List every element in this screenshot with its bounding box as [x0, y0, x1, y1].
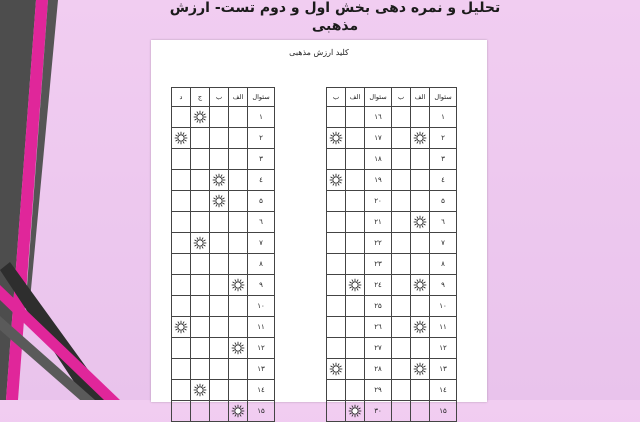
answer-cell: [327, 401, 346, 422]
table-header-row: [172, 88, 275, 107]
answer-cell: [229, 128, 248, 149]
table-row: [172, 233, 275, 254]
answer-cell: [229, 338, 248, 359]
question-number: ۱۷: [365, 128, 392, 149]
sun-mark-icon: [174, 320, 188, 334]
question-number: ۲۲: [365, 233, 392, 254]
sun-mark-icon: [413, 320, 427, 334]
answer-cell: [229, 233, 248, 254]
answer-cell: [191, 170, 210, 191]
answer-cell: [327, 212, 346, 233]
answer-cell: [229, 317, 248, 338]
sun-mark-icon: [212, 173, 226, 187]
answer-cell: [411, 233, 430, 254]
answer-cell: [411, 380, 430, 401]
answer-cell: [210, 275, 229, 296]
question-number: ۲۳: [365, 254, 392, 275]
question-number: ۹: [430, 275, 457, 296]
slide-title: تحلیل و نمره دهی بخش اول و دوم تست- ارزش مذهبی: [169, 0, 501, 34]
table-row: [172, 338, 275, 359]
table-row: [172, 107, 275, 128]
col-header-alef-b: الف: [346, 88, 365, 107]
col-header-alef-a: الف: [411, 88, 430, 107]
answer-cell: [392, 128, 411, 149]
table-row: [327, 317, 457, 338]
answer-cell: [392, 254, 411, 275]
col-header-alef: الف: [229, 88, 248, 107]
question-number: ۲: [430, 128, 457, 149]
table-row: [327, 128, 457, 149]
answer-cell: [191, 107, 210, 128]
answer-cell: [392, 275, 411, 296]
question-number: ۲۷: [365, 338, 392, 359]
answer-cell: [392, 191, 411, 212]
answer-cell: [346, 275, 365, 296]
table-row: [172, 401, 275, 422]
answer-cell: [172, 275, 191, 296]
table-row: [327, 296, 457, 317]
table-row: [172, 191, 275, 212]
table-row: [172, 170, 275, 191]
question-number: ۱٤: [248, 380, 275, 401]
answer-cell: [191, 149, 210, 170]
question-number: ۱٤: [430, 380, 457, 401]
answer-cell: [191, 191, 210, 212]
answer-cell: [191, 254, 210, 275]
answer-cell: [229, 212, 248, 233]
table-row: [327, 149, 457, 170]
answer-cell: [392, 107, 411, 128]
answer-cell: [191, 275, 210, 296]
question-number: ۳: [248, 149, 275, 170]
table-row: [327, 275, 457, 296]
answer-cell: [346, 191, 365, 212]
answer-cell: [172, 317, 191, 338]
answer-cell: [210, 107, 229, 128]
answer-cell: [411, 170, 430, 191]
table-row: [172, 359, 275, 380]
answer-cell: [411, 191, 430, 212]
question-number: ۲۱: [365, 212, 392, 233]
answer-cell: [172, 149, 191, 170]
answer-cell: [210, 212, 229, 233]
answer-cell: [327, 170, 346, 191]
answer-cell: [346, 212, 365, 233]
answer-cell: [229, 149, 248, 170]
answer-key-table-part2: [171, 87, 275, 422]
table-row: [327, 233, 457, 254]
answer-cell: [411, 149, 430, 170]
sun-mark-icon: [413, 131, 427, 145]
sun-mark-icon: [193, 383, 207, 397]
question-number: ۱٦: [365, 107, 392, 128]
answer-cell: [191, 317, 210, 338]
answer-cell: [210, 296, 229, 317]
question-number: ۱: [248, 107, 275, 128]
answer-cell: [172, 296, 191, 317]
question-number: ۱۸: [365, 149, 392, 170]
question-number: ۸: [248, 254, 275, 275]
answer-cell: [411, 317, 430, 338]
answer-cell: [229, 296, 248, 317]
answer-cell: [392, 212, 411, 233]
answer-cell: [327, 275, 346, 296]
table-row: [327, 191, 457, 212]
question-number: ۳: [430, 149, 457, 170]
question-number: ۱: [430, 107, 457, 128]
answer-cell: [172, 233, 191, 254]
table-row: [327, 401, 457, 422]
col-header-be: ب: [210, 88, 229, 107]
question-number: ۷: [430, 233, 457, 254]
sun-mark-icon: [413, 215, 427, 229]
question-number: ۲۵: [365, 296, 392, 317]
col-header-be-a: ب: [392, 88, 411, 107]
table-row: [327, 254, 457, 275]
answer-cell: [392, 380, 411, 401]
answer-cell: [210, 149, 229, 170]
table-row: [327, 338, 457, 359]
answer-cell: [411, 338, 430, 359]
answer-cell: [327, 191, 346, 212]
answer-cell: [327, 338, 346, 359]
question-number: ۲: [248, 128, 275, 149]
answer-cell: [327, 107, 346, 128]
answer-cell: [411, 212, 430, 233]
answer-cell: [346, 380, 365, 401]
answer-cell: [392, 149, 411, 170]
answer-cell: [172, 359, 191, 380]
answer-cell: [191, 128, 210, 149]
answer-cell: [327, 233, 346, 254]
answer-cell: [172, 212, 191, 233]
col-header-be-b: ب: [327, 88, 346, 107]
answer-cell: [210, 401, 229, 422]
question-number: ٦: [430, 212, 457, 233]
question-number: ۲۸: [365, 359, 392, 380]
answer-cell: [392, 296, 411, 317]
answer-cell: [346, 338, 365, 359]
answer-cell: [327, 317, 346, 338]
table-row: [327, 212, 457, 233]
table-row: [172, 380, 275, 401]
answer-cell: [191, 359, 210, 380]
question-number: ۱۲: [430, 338, 457, 359]
answer-cell: [346, 359, 365, 380]
question-number: ٤: [430, 170, 457, 191]
sun-mark-icon: [231, 404, 245, 418]
question-number: ۵: [430, 191, 457, 212]
answer-cell: [392, 401, 411, 422]
answer-cell: [392, 170, 411, 191]
answer-cell: [210, 170, 229, 191]
table-row: [172, 128, 275, 149]
answer-cell: [392, 338, 411, 359]
answer-cell: [172, 191, 191, 212]
answer-cell: [210, 317, 229, 338]
sun-mark-icon: [231, 341, 245, 355]
answer-cell: [392, 233, 411, 254]
answer-cell: [210, 233, 229, 254]
question-number: ۲٦: [365, 317, 392, 338]
answer-cell: [229, 191, 248, 212]
answer-cell: [229, 107, 248, 128]
answer-cell: [191, 338, 210, 359]
answer-key-table-part1: [326, 87, 457, 422]
answer-cell: [327, 149, 346, 170]
table-row: [327, 107, 457, 128]
sun-mark-icon: [413, 278, 427, 292]
answer-cell: [346, 401, 365, 422]
answer-cell: [229, 275, 248, 296]
table-row: [172, 275, 275, 296]
answer-cell: [346, 254, 365, 275]
answer-cell: [191, 401, 210, 422]
answer-cell: [191, 233, 210, 254]
answer-cell: [210, 359, 229, 380]
sun-mark-icon: [413, 362, 427, 376]
answer-cell: [346, 107, 365, 128]
table-row: [172, 317, 275, 338]
answer-cell: [172, 401, 191, 422]
answer-cell: [411, 254, 430, 275]
question-number: ۵: [248, 191, 275, 212]
question-number: ۱۰: [430, 296, 457, 317]
answer-cell: [172, 254, 191, 275]
sun-mark-icon: [329, 362, 343, 376]
answer-cell: [210, 128, 229, 149]
answer-cell: [411, 359, 430, 380]
answer-cell: [327, 380, 346, 401]
answer-cell: [229, 170, 248, 191]
table-row: [172, 212, 275, 233]
answer-cell: [172, 170, 191, 191]
question-number: ۱۰: [248, 296, 275, 317]
answer-cell: [191, 212, 210, 233]
sun-mark-icon: [329, 173, 343, 187]
answer-cell: [327, 359, 346, 380]
answer-cell: [210, 380, 229, 401]
answer-cell: [327, 254, 346, 275]
answer-cell: [229, 359, 248, 380]
answer-cell: [411, 296, 430, 317]
sun-mark-icon: [348, 404, 362, 418]
answer-cell: [411, 401, 430, 422]
table-row: [327, 170, 457, 191]
question-number: ۷: [248, 233, 275, 254]
answer-cell: [346, 170, 365, 191]
sun-mark-icon: [329, 131, 343, 145]
answer-cell: [172, 107, 191, 128]
answer-cell: [210, 191, 229, 212]
question-number: ۲۰: [365, 191, 392, 212]
question-number: ۱۱: [248, 317, 275, 338]
answer-cell: [346, 233, 365, 254]
question-number: ۱۵: [248, 401, 275, 422]
sun-mark-icon: [231, 278, 245, 292]
sheet-title: کلید ارزش مذهبی: [289, 48, 349, 57]
answer-cell: [346, 296, 365, 317]
answer-cell: [229, 401, 248, 422]
answer-key-sheet: [151, 40, 487, 415]
table-row: [327, 380, 457, 401]
question-number: ۱۱: [430, 317, 457, 338]
question-number: ۱۲: [248, 338, 275, 359]
answer-cell: [327, 296, 346, 317]
question-number: ۱۳: [248, 359, 275, 380]
answer-cell: [411, 128, 430, 149]
answer-cell: [392, 317, 411, 338]
question-number: ۲٤: [365, 275, 392, 296]
question-number: ۱۳: [430, 359, 457, 380]
question-number: ٦: [248, 212, 275, 233]
question-number: ۱۹: [365, 170, 392, 191]
answer-cell: [229, 254, 248, 275]
col-header-dal: د: [172, 88, 191, 107]
answer-cell: [172, 128, 191, 149]
answer-cell: [210, 254, 229, 275]
sun-mark-icon: [174, 131, 188, 145]
table-row: [327, 359, 457, 380]
col-header-question-a: سئوال: [430, 88, 457, 107]
answer-cell: [172, 338, 191, 359]
question-number: ۱۵: [430, 401, 457, 422]
answer-cell: [172, 380, 191, 401]
col-header-question-b: سئوال: [365, 88, 392, 107]
answer-cell: [229, 380, 248, 401]
answer-cell: [411, 275, 430, 296]
table-header-row: [327, 88, 457, 107]
sun-mark-icon: [212, 194, 226, 208]
table-row: [172, 296, 275, 317]
col-header-jim: ج: [191, 88, 210, 107]
answer-cell: [210, 338, 229, 359]
sun-mark-icon: [348, 278, 362, 292]
question-number: ۸: [430, 254, 457, 275]
col-header-question: سئوال: [248, 88, 275, 107]
answer-cell: [191, 296, 210, 317]
sun-mark-icon: [193, 236, 207, 250]
answer-cell: [191, 380, 210, 401]
answer-cell: [411, 107, 430, 128]
table-row: [172, 254, 275, 275]
question-number: ۲۹: [365, 380, 392, 401]
answer-cell: [346, 128, 365, 149]
question-number: ۳۰: [365, 401, 392, 422]
answer-cell: [327, 128, 346, 149]
answer-cell: [346, 317, 365, 338]
answer-cell: [392, 359, 411, 380]
answer-cell: [346, 149, 365, 170]
sun-mark-icon: [193, 110, 207, 124]
question-number: ۹: [248, 275, 275, 296]
question-number: ٤: [248, 170, 275, 191]
table-row: [172, 149, 275, 170]
